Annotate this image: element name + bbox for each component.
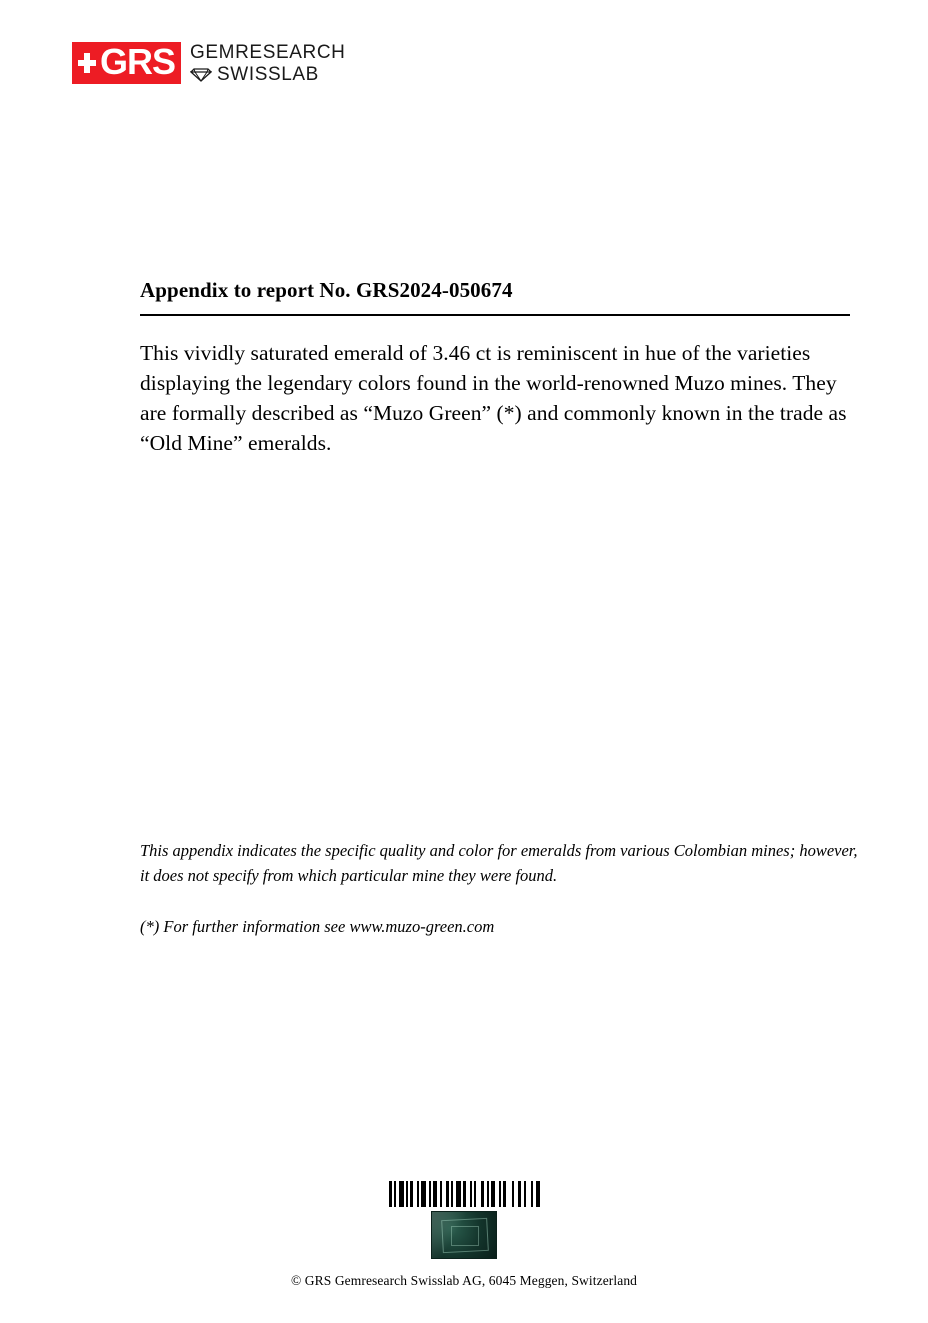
logo-red-badge xyxy=(72,42,181,84)
logo-line-swisslab-row xyxy=(190,64,345,86)
page-title: Appendix to report No. GRS2024-050674 xyxy=(140,278,513,302)
logo-brand-text: GRS xyxy=(100,41,176,82)
logo-line-swisslab: SWISSLAB xyxy=(217,64,319,85)
logo-wordmark xyxy=(190,42,345,86)
barcode xyxy=(389,1181,540,1207)
note-further-information: (*) For further information see www.muzo-green.com xyxy=(140,917,495,936)
appendix-body-text: This vividly saturated emerald of 3.46 ct is reminiscent in hue of the varieties displaying the legendary colors found in the world-renowned Muzo mines. They are formally described as “Muzo Green” (*) and commonly known in the trade as “Old Mine” emeralds. xyxy=(140,340,847,455)
note-disclaimer: This appendix indicates the specific quality and color for emeralds from various Colombian mines; however, it does not specify from which particular mine they were found. xyxy=(140,841,858,885)
diamond-icon xyxy=(190,68,212,82)
title-divider xyxy=(140,314,850,316)
swiss-cross-icon xyxy=(76,52,98,74)
appendix-notes xyxy=(140,838,870,939)
logo-line-gemresearch: GEMRESEARCH xyxy=(190,42,346,63)
appendix-content xyxy=(140,278,850,479)
emerald-specimen-photo xyxy=(431,1211,497,1259)
page-footer xyxy=(0,1168,928,1289)
grs-logo xyxy=(72,42,345,86)
copyright-text: © GRS Gemresearch Swisslab AG, 6045 Meggen, Switzerland xyxy=(290,1273,638,1288)
